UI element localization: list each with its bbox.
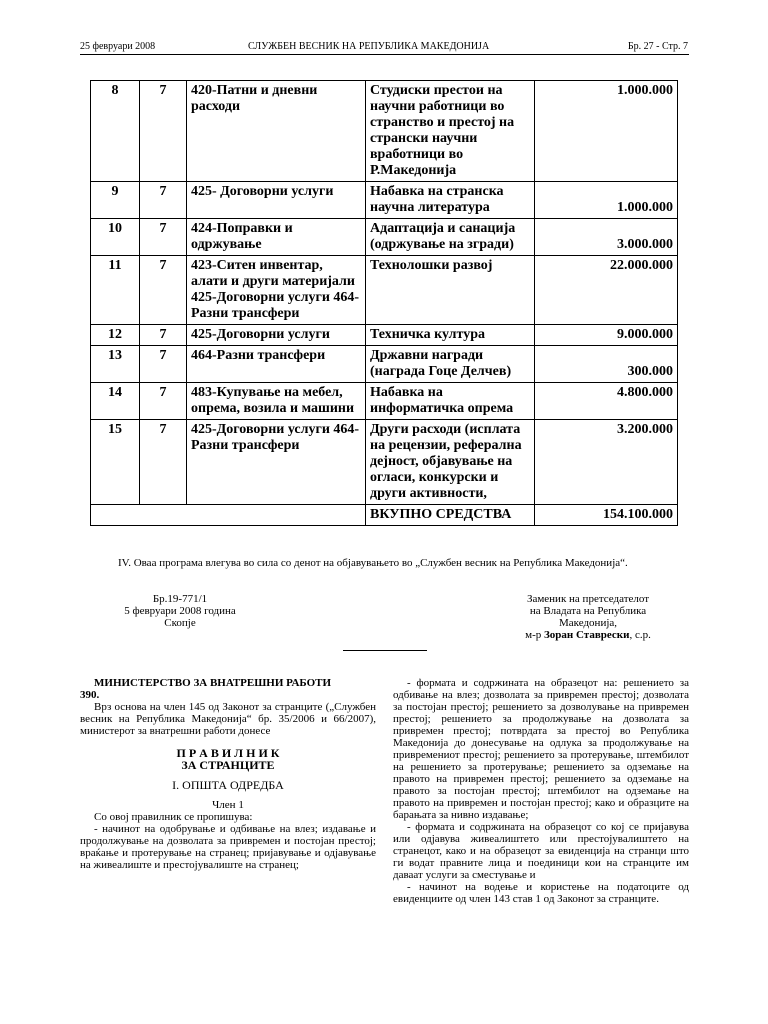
row-item: 420-Патни и дневни расходи [187, 81, 366, 182]
row-item: 483-Купување на мебел, опрема, возила и машини [187, 383, 366, 420]
signature-left [110, 593, 250, 629]
chapter-heading: I. ОПШТА ОДРЕДБА [172, 778, 284, 792]
header-issue: Бр. 27 - Стр. 7 [627, 41, 688, 52]
total-amount: 154.100.000 [535, 505, 678, 526]
table-row [91, 182, 678, 219]
separator-line [343, 650, 427, 651]
total-empty-cell [91, 505, 366, 526]
left-column [80, 677, 376, 871]
row-code: 7 [140, 346, 187, 383]
item-number: 390. [80, 689, 100, 701]
decision-number: Бр.19-771/1 [152, 593, 208, 605]
row-item: 424-Поправки и одржување [187, 219, 366, 256]
signatory-prefix: м-р [525, 629, 542, 641]
table-row [91, 420, 678, 505]
row-number: 11 [91, 256, 140, 325]
table-row [91, 256, 678, 325]
budget-table [90, 80, 678, 526]
table-row [91, 325, 678, 346]
doc-subtitle: ЗА СТРАНЦИТЕ [181, 758, 275, 772]
signatory-suffix: , с.р. [629, 629, 651, 641]
row-number: 12 [91, 325, 140, 346]
right-paragraph-1: - формата и содржината на образецот на: решението за одбивање на влез; дозволата за привремен престој; дозволата за постојан престој; решението за дозволување на привремен престој; решението за продолжување на дозволата за привремен престој; потврдата за престој во Република Македонија до донесување на одлука за продолжување на привремениот престој; решението за протерување, штембилот на решението за протерување; решението за одземање на правото на привремен престој; решението за одземање на правото за постојан престој; штембилот на одземање на правото на привремен и постојан престој; како и образците на барањата за нивно издавање; [393, 677, 689, 821]
row-description: Набавка на странска научна литература [366, 182, 535, 219]
header-rule [80, 54, 689, 55]
intro-paragraph: Врз основа на член 145 од Законот за странците („Службен весник на Република Македонија“ бр. 35/2006 и 66/2007), министерот за внатрешни работи донесе [80, 701, 376, 737]
signatory-role-2: на Владата на Република [529, 605, 647, 617]
row-description: Технолошки развој [366, 256, 535, 325]
table-row [91, 81, 678, 182]
row-description: Техничка култура [366, 325, 535, 346]
article-paragraph-1: Со овој правилник се пропишува: [94, 811, 253, 823]
row-number: 14 [91, 383, 140, 420]
header-date: 25 февруари 2008 [80, 41, 156, 52]
table-row [91, 346, 678, 383]
row-item: 423-Ситен инвентар, алати и други материјали 425-Договорни услуги 464-Разни трансфери [187, 256, 366, 325]
header-title: СЛУЖБЕН ВЕСНИК НА РЕПУБЛИКА МАКЕДОНИЈА [248, 41, 490, 52]
decision-city: Скопје [164, 617, 196, 629]
decision-date: 5 февруари 2008 година [124, 605, 236, 617]
row-number: 15 [91, 420, 140, 505]
doc-title: П Р А В И Л Н И К [176, 746, 280, 760]
row-item: 464-Разни трансфери [187, 346, 366, 383]
row-number: 13 [91, 346, 140, 383]
row-amount: 4.800.000 [535, 383, 678, 420]
row-code: 7 [140, 325, 187, 346]
row-description: Други расходи (исплата на рецензии, реферална дејност, објавување на огласи, конкурски и други активности, [366, 420, 535, 505]
row-number: 9 [91, 182, 140, 219]
signatory-role-3: Македонија, [558, 617, 618, 629]
signatory-name: Зоран Ставрески [544, 629, 630, 641]
table-total-row [91, 505, 678, 526]
row-amount: 3.200.000 [535, 420, 678, 505]
signatory-name-line [488, 629, 688, 641]
row-number: 10 [91, 219, 140, 256]
table-row [91, 383, 678, 420]
section-iv-text: IV. Оваа програма влегува во сила со денот на објавувањето во „Службен весник на Република Македонија“. [118, 557, 628, 569]
article-paragraph-2: - начинот на одобрување и одбивање на влез; издавање и продолжување на дозволата за привремен и постојан престој; враќање и протерување на странец; пријавување и одјавување на живеалиште и престојувалиште на странец; [80, 823, 376, 871]
row-description: Студиски престои на научни работници во странство и престој на странски научни вработници во Р.Македонија [366, 81, 535, 182]
row-item: 425-Договорни услуги [187, 325, 366, 346]
right-paragraph-2: - формата и содржината на образецот со кој се пријавува или одјавува живеалиштето или престојувалиштето на странецот, како и на образецот за евиденција на странци што ги водат правните лица и поединици кои на странците им даваат услуги за сместување и [393, 821, 689, 881]
signatory-role-1: Заменик на претседателот [526, 593, 650, 605]
row-code: 7 [140, 81, 187, 182]
row-code: 7 [140, 420, 187, 505]
right-paragraph-3: - начинот на водење и користење на податоците од евиденциите од член 143 став 1 од Законот за странците. [393, 881, 689, 905]
row-code: 7 [140, 219, 187, 256]
right-column [393, 677, 689, 905]
row-amount: 3.000.000 [535, 219, 678, 256]
row-code: 7 [140, 256, 187, 325]
row-code: 7 [140, 383, 187, 420]
row-amount: 300.000 [535, 346, 678, 383]
total-label: ВКУПНО СРЕДСТВА [366, 505, 535, 526]
ministry-heading: МИНИСТЕРСТВО ЗА ВНАТРЕШНИ РАБОТИ [94, 677, 332, 689]
row-description: Адаптација и санација (одржување на згради) [366, 219, 535, 256]
row-description: Државни награди (награда Гоце Делчев) [366, 346, 535, 383]
row-item: 425- Договорни услуги [187, 182, 366, 219]
row-amount: 1.000.000 [535, 81, 678, 182]
row-item: 425-Договорни услуги 464-Разни трансфери [187, 420, 366, 505]
row-number: 8 [91, 81, 140, 182]
table-row [91, 219, 678, 256]
row-description: Набавка на информатичка опрема [366, 383, 535, 420]
row-amount: 22.000.000 [535, 256, 678, 325]
row-code: 7 [140, 182, 187, 219]
row-amount: 1.000.000 [535, 182, 678, 219]
signature-right [488, 593, 688, 641]
row-amount: 9.000.000 [535, 325, 678, 346]
article-heading: Член 1 [212, 799, 244, 811]
